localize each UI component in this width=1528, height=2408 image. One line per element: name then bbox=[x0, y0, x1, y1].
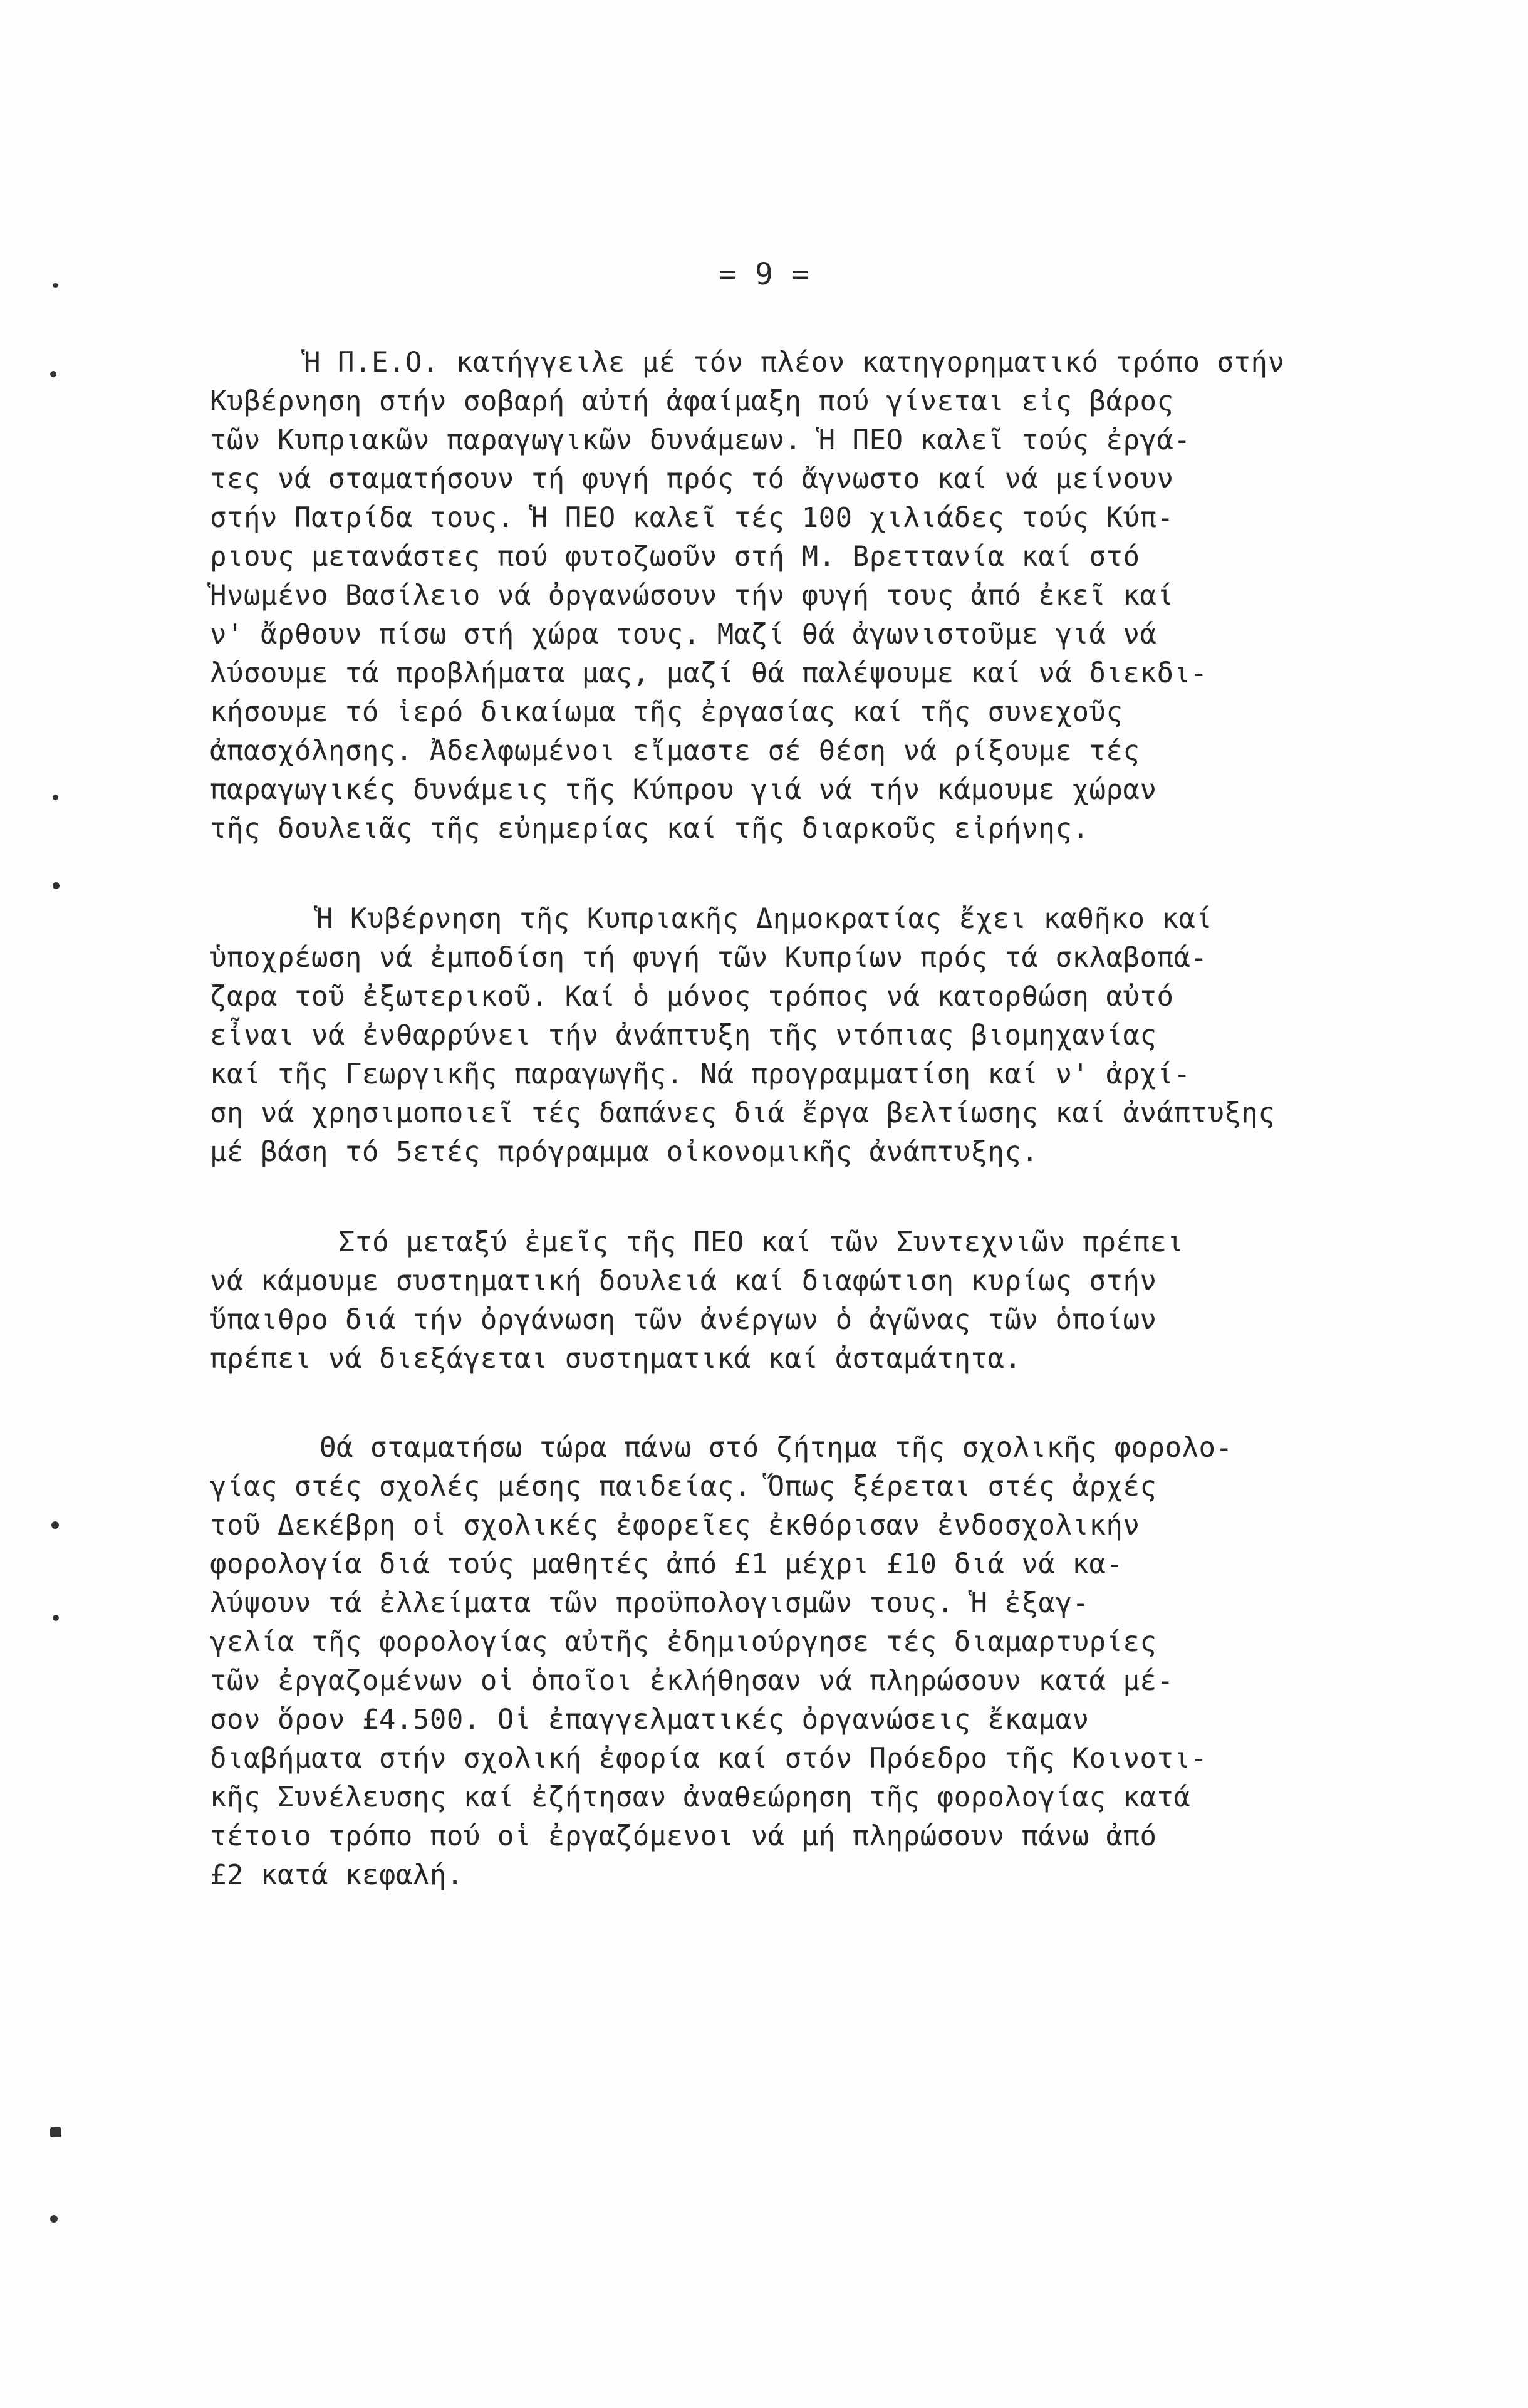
text-line: λύψουν τά ἐλλείματα τῶν προϋπολογισμῶν τους. Ἡ ἐξαγ- bbox=[210, 1587, 1089, 1619]
paragraph-4 bbox=[210, 1429, 1463, 1895]
text-line: Ἡ Κυβέρνηση τῆς Κυπριακῆς Δημοκρατίας ἔχει καθῆκο καί bbox=[316, 903, 1213, 935]
document-body bbox=[210, 343, 1463, 1895]
text-line: φορολογία διά τούς μαθητές ἀπό £1 μέχρι £10 διά νά κα- bbox=[210, 1548, 1123, 1580]
text-line: στήν Πατρίδα τους. Ἡ ΠΕΟ καλεῖ τές 100 χιλιάδες τούς Κύπ- bbox=[210, 502, 1174, 534]
paragraph-3 bbox=[210, 1223, 1463, 1379]
text-line: εἶναι νά ἐνθαρρύνει τήν ἀνάπτυξη τῆς ντόπιας βιομηχανίας bbox=[210, 1019, 1157, 1051]
text-line: νά κάμουμε συστηματική δουλειά καί διαφώτιση κυρίως στήν bbox=[210, 1265, 1157, 1297]
text-line: τοῦ Δεκέβρη οἱ σχολικές ἐφορεῖες ἐκθόρισαν ἐνδοσχολικήν bbox=[210, 1509, 1140, 1541]
text-line: Στό μεταξύ ἐμεῖς τῆς ΠΕΟ καί τῶν Συντεχνιῶν πρέπει bbox=[338, 1226, 1184, 1258]
scan-speck bbox=[51, 1521, 59, 1529]
scan-speck bbox=[50, 371, 56, 377]
text-line: παραγωγικές δυνάμεις τῆς Κύπρου γιά νά τήν κάμουμε χώραν bbox=[210, 774, 1157, 806]
text-line: τῶν ἐργαζομένων οἱ ὁποῖοι ἐκλήθησαν νά πληρώσουν κατά μέ- bbox=[210, 1665, 1174, 1697]
text-line: τῆς δουλειᾶς τῆς εὐημερίας καί τῆς διαρκοῦς εἰρήνης. bbox=[210, 813, 1089, 845]
text-line: ν' ἄρθουν πίσω στή χώρα τους. Μαζί θά ἀγωνιστοῦμε γιά νά bbox=[210, 618, 1157, 650]
text-line: κήσουμε τό ἱερό δικαίωμα τῆς ἐργασίας καί τῆς συνεχοῦς bbox=[210, 696, 1123, 728]
text-line: ση νά χρησιμοποιεῖ τές δαπάνες διά ἔργα βελτίωσης καί ἀνάπτυξης bbox=[210, 1097, 1276, 1129]
text-line: Κυβέρνηση στήν σοβαρή αὐτή ἀφαίμαξη πού γίνεται εἰς βάρος bbox=[210, 385, 1174, 417]
paragraph-2 bbox=[210, 900, 1463, 1172]
text-line: σον ὅρον £4.500. Οἱ ἐπαγγελματικές ὀργανώσεις ἔκαμαν bbox=[210, 1704, 1089, 1736]
text-line: Ἡ Π.Ε.Ο. κατήγγειλε μέ τόν πλέον κατηγορηματικό τρόπο στήν bbox=[304, 347, 1285, 378]
text-line: καί τῆς Γεωργικῆς παραγωγῆς. Νά προγραμματίση καί ν' ἀρχί- bbox=[210, 1058, 1191, 1090]
text-line: ἀπασχόλησης. Ἀδελφωμένοι εἴμαστε σέ θέση νά ρίξουμε τές bbox=[210, 735, 1140, 767]
scan-speck bbox=[53, 1615, 59, 1621]
text-line: κῆς Συνέλευσης καί ἐζήτησαν ἀναθεώρηση τῆς φορολογίας κατά bbox=[210, 1781, 1191, 1813]
text-line: Ἡνωμένο Βασίλειο νά ὀργανώσουν τήν φυγή τους ἀπό ἐκεῖ καί bbox=[210, 580, 1174, 612]
text-line: λύσουμε τά προβλήματα μας, μαζί θά παλέψουμε καί νά διεκδι- bbox=[210, 657, 1208, 689]
text-line: πρέπει νά διεξάγεται συστηματικά καί ἀσταμάτητα. bbox=[210, 1343, 1022, 1375]
scan-speck bbox=[53, 882, 60, 889]
paragraph-1 bbox=[210, 343, 1463, 848]
text-line: £2 κατά κεφαλή. bbox=[210, 1859, 464, 1891]
text-line: τέτοιο τρόπο πού οἱ ἐργαζόμενοι νά μή πληρώσουν πάνω ἀπό bbox=[210, 1820, 1157, 1852]
text-line: γίας στές σχολές μέσης παιδείας. Ὅπως ξέρεται στές ἀρχές bbox=[210, 1471, 1157, 1503]
text-line: ὕπαιθρο διά τήν ὀργάνωση τῶν ἀνέργων ὁ ἀγῶνας τῶν ὁποίων bbox=[210, 1304, 1157, 1336]
scan-speck bbox=[50, 2215, 58, 2223]
text-line: μέ βάση τό 5ετές πρόγραμμα οἰκονομικῆς ἀνάπτυξης. bbox=[210, 1136, 1039, 1168]
text-line: τῶν Κυπριακῶν παραγωγικῶν δυνάμεων. Ἡ ΠΕΟ καλεῖ τούς ἐργά- bbox=[210, 424, 1191, 456]
text-line: Θά σταματήσω τώρα πάνω στό ζήτημα τῆς σχολικῆς φορολο- bbox=[320, 1432, 1233, 1464]
text-line: ριους μετανάστες πού φυτοζωοῦν στή Μ. Βρεττανία καί στό bbox=[210, 541, 1140, 573]
text-line: γελία τῆς φορολογίας αὐτῆς ἐδημιούργησε τές διαμαρτυρίες bbox=[210, 1626, 1157, 1658]
text-line: διαβήματα στήν σχολική ἐφορία καί στόν Πρόεδρο τῆς Κοινοτι- bbox=[210, 1743, 1208, 1775]
page-number: = 9 = bbox=[719, 257, 809, 292]
text-line: τες νά σταματήσουν τή φυγή πρός τό ἄγνωστο καί νά μείνουν bbox=[210, 463, 1174, 495]
text-line: ὑποχρέωση νά ἐμποδίση τή φυγή τῶν Κυπρίων πρός τά σκλαβοπά- bbox=[210, 942, 1208, 974]
text-line: ζαρα τοῦ ἐξωτερικοῦ. Καί ὁ μόνος τρόπος νά κατορθώση αὐτό bbox=[210, 981, 1174, 1013]
scan-speck bbox=[53, 795, 58, 800]
scan-speck bbox=[50, 2127, 61, 2137]
